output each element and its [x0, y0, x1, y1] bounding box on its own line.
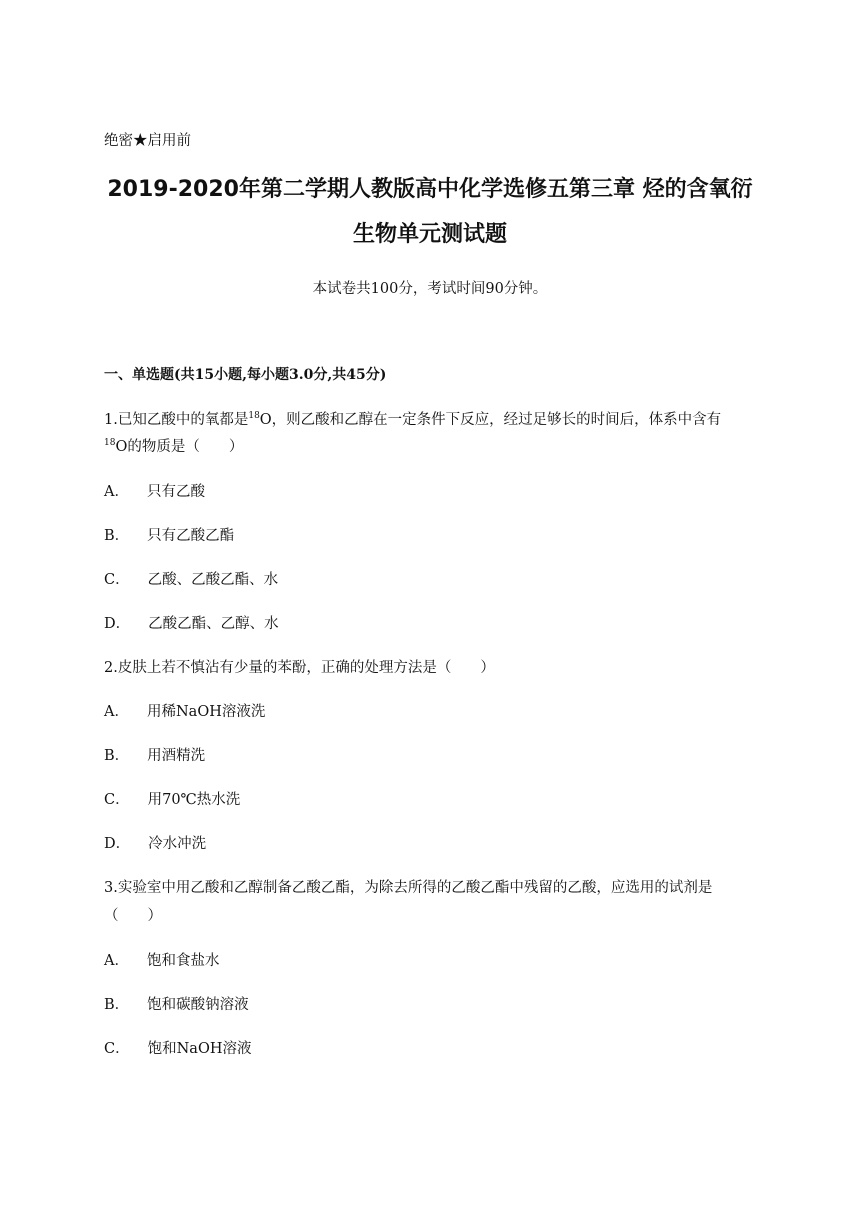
option-label: B． [104, 748, 130, 764]
question-2-option-d[interactable] [104, 834, 206, 854]
confidential-mark: 绝密★启用前 [104, 133, 191, 149]
option-text: 乙酸乙酯、乙醇、水 [148, 616, 279, 632]
question-1-text-c: O的物质是（ ） [115, 439, 244, 455]
option-text: 只有乙酸 [146, 484, 205, 500]
option-label: A． [104, 484, 129, 500]
question-3-line-2: （ ） [104, 908, 162, 924]
option-text: 饱和食盐水 [146, 953, 220, 969]
option-text: 饱和碳酸钠溶液 [147, 997, 249, 1013]
option-text: 冷水冲洗 [148, 836, 207, 852]
question-1-option-b[interactable] [104, 526, 234, 546]
isotope-superscript: 18 [248, 411, 260, 421]
question-1-line-1 [104, 410, 721, 430]
option-text: 只有乙酸乙酯 [147, 528, 235, 544]
question-3-option-a[interactable] [104, 951, 219, 971]
question-1-text-b: O，则乙酸和乙醇在一定条件下反应，经过足够长的时间后，体系中含有 [259, 412, 722, 428]
option-label: A． [104, 953, 129, 969]
option-text: 用70℃热水洗 [147, 792, 241, 808]
option-label: B． [104, 997, 130, 1013]
exam-info: 本试卷共100分，考试时间90分钟。 [312, 281, 548, 297]
question-1-option-c[interactable] [104, 570, 278, 590]
question-1-option-a[interactable] [104, 482, 205, 502]
page-title-line-1: 2019-2020年第二学期人教版高中化学选修五第三章 烃的含氧衍 [107, 177, 753, 202]
option-text: 用酒精洗 [147, 748, 206, 764]
question-3-option-c[interactable] [104, 1039, 251, 1059]
question-1-option-d[interactable] [104, 614, 279, 634]
question-2-text: 2.皮肤上若不慎沾有少量的苯酚，正确的处理方法是（ ） [104, 660, 495, 676]
option-label: B． [104, 528, 130, 544]
option-label: C． [104, 572, 130, 588]
page-title-line-2: 生物单元测试题 [352, 222, 507, 247]
question-3-line-1: 3.实验室中用乙酸和乙醇制备乙酸乙酯，为除去所得的乙酸乙酯中残留的乙酸，应选用的试剂是 [104, 880, 713, 896]
section-heading: 一、单选题(共15小题,每小题3.0分,共45分) [104, 367, 387, 383]
option-text: 用稀NaOH溶液洗 [146, 704, 266, 720]
option-label: C． [104, 1041, 130, 1057]
question-1-line-2 [104, 437, 243, 457]
option-label: C． [104, 792, 130, 808]
question-2-option-b[interactable] [104, 746, 205, 766]
question-2-option-a[interactable] [104, 702, 265, 722]
option-label: D． [104, 616, 131, 632]
question-2-option-c[interactable] [104, 790, 240, 810]
option-text: 饱和NaOH溶液 [147, 1041, 252, 1057]
isotope-superscript: 18 [104, 438, 116, 448]
option-text: 乙酸、乙酸乙酯、水 [147, 572, 279, 588]
option-label: D． [104, 836, 131, 852]
option-label: A． [104, 704, 129, 720]
question-1-text-a: 1.已知乙酸中的氧都是 [104, 412, 249, 428]
question-3-option-b[interactable] [104, 995, 249, 1015]
